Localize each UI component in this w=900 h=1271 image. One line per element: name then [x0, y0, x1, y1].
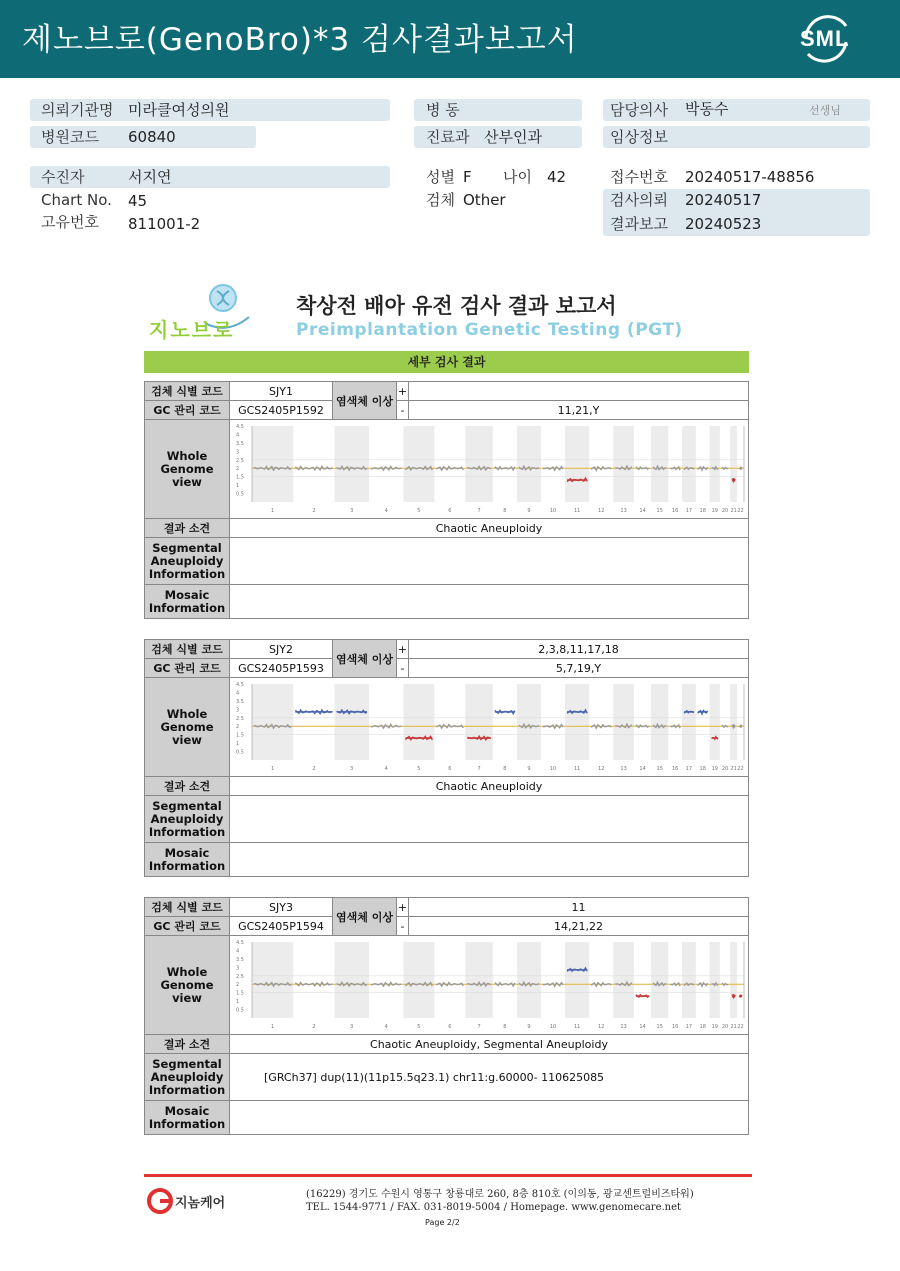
- y-tick-label: 4: [236, 690, 240, 697]
- copy-number-trace-chr22: [739, 725, 742, 728]
- footer-address-block: [306, 1188, 694, 1214]
- chromosome-tick-label: 14: [639, 766, 646, 772]
- whole-genome-cell: [230, 936, 749, 1035]
- copy-number-trace-chr4: [371, 982, 401, 986]
- y-tick-label: 3: [236, 707, 240, 714]
- chromosome-tick-label: 13: [620, 508, 627, 514]
- chromosome-tick-label: 16: [672, 508, 679, 514]
- y-tick-label: 4: [236, 432, 240, 439]
- gain-value: 11: [409, 898, 749, 917]
- gain-value: [409, 382, 749, 401]
- segmental-label: [145, 1054, 230, 1101]
- loss-value: 11,21,Y: [409, 401, 749, 420]
- institution-value: 미라클여성의원: [128, 101, 230, 119]
- findings-label: 결과 소견: [145, 777, 230, 796]
- footer-contact: TEL. 1544-9771 / FAX. 031-8019-5004 / Homepage. www.genomecare.net: [306, 1202, 682, 1213]
- segmental-label-line1: Segmental: [152, 798, 222, 813]
- reported-value: 20240523: [685, 215, 762, 233]
- mosaic-label-line2: Information: [148, 858, 226, 873]
- chromosome-tick-label: 1: [271, 766, 275, 772]
- sample-code-value: SJY3: [230, 898, 333, 917]
- chromosome-tick-label: 19: [711, 766, 718, 772]
- findings-label: 결과 소견: [145, 519, 230, 538]
- reported-label: 결과보고: [610, 215, 668, 233]
- sml-logo-text: SML: [800, 26, 850, 51]
- whole-genome-label-line3: view: [172, 474, 202, 489]
- chromosome-tick-label: 11: [573, 508, 581, 514]
- whole-genome-cell: [230, 678, 749, 777]
- gc-code-value: GCS2405P1593: [230, 659, 333, 678]
- whole-genome-plot-3: [232, 938, 748, 1032]
- chromosome-tick-label: 4: [384, 508, 388, 514]
- whole-genome-label-line2: Genome: [160, 461, 214, 476]
- y-tick-label: 2: [236, 724, 240, 731]
- copy-number-trace-chr2: [295, 466, 332, 470]
- y-tick-label: 1.5: [236, 474, 244, 481]
- chromosome-band: [565, 942, 589, 1018]
- gain-sign: +: [397, 382, 409, 401]
- chromosome-band: [252, 942, 293, 1018]
- copy-number-trace-chr14: [636, 725, 649, 728]
- chromosome-tick-label: 1: [271, 508, 275, 514]
- genomecare-logo-icon: [147, 1188, 173, 1214]
- whole-genome-label: [145, 420, 230, 519]
- chromosome-band: [730, 684, 737, 760]
- copy-number-trace-chr14: [636, 467, 649, 470]
- chromosome-tick-label: 7: [477, 1024, 481, 1030]
- loss-sign: -: [397, 659, 409, 678]
- chromosome-tick-label: 22: [737, 1024, 744, 1030]
- chromosome-tick-label: 6: [448, 508, 452, 514]
- segmental-label-line2: Aneuploidy: [150, 1069, 224, 1084]
- y-tick-label: 3: [236, 965, 240, 972]
- y-tick-label: 2.5: [236, 457, 244, 464]
- whole-genome-plot-1: [232, 422, 748, 516]
- mosaic-value: [230, 843, 749, 877]
- dept-label: 진료과: [426, 128, 470, 146]
- chromosome-tick-label: 19: [711, 508, 718, 514]
- mosaic-label-line1: Mosaic: [164, 1103, 210, 1118]
- chromosome-band: [651, 426, 668, 502]
- chromosome-tick-label: 10: [549, 1024, 557, 1030]
- chromosome-tick-label: 18: [699, 766, 706, 772]
- chromosome-tick-label: 4: [384, 766, 388, 772]
- sample-code-label: 검체 식별 코드: [145, 640, 230, 659]
- genobro-logo-text: 지노브로: [149, 318, 235, 342]
- y-tick-label: 0.5: [236, 1007, 244, 1014]
- copy-number-trace-chr18: [698, 983, 708, 986]
- whole-genome-label: [145, 678, 230, 777]
- chromosome-band: [565, 684, 589, 760]
- chromosome-tick-label: 5: [417, 1024, 421, 1030]
- chrom-abnormal-label: 염색체 이상: [333, 382, 397, 420]
- section-band: 세부 검사 결과: [144, 351, 749, 373]
- chromosome-tick-label: 21: [730, 1024, 737, 1030]
- segmental-label-line1: Segmental: [152, 540, 222, 555]
- y-tick-label: 0.5: [236, 749, 244, 756]
- chromosome-tick-label: 16: [672, 1024, 679, 1030]
- chromosome-band: [730, 426, 737, 502]
- mosaic-value: [230, 1101, 749, 1135]
- loss-sign: -: [397, 917, 409, 936]
- clinical-label: 임상정보: [610, 128, 668, 146]
- chromosome-tick-label: 2: [312, 508, 316, 514]
- sample-table-2: [144, 639, 749, 877]
- whole-genome-label-line1: Whole: [166, 448, 208, 463]
- y-tick-label: 1.5: [236, 732, 244, 739]
- chromosome-tick-label: 3: [350, 508, 354, 514]
- chromosome-band: [517, 684, 541, 760]
- segmental-label: [145, 796, 230, 843]
- gc-code-label: GC 관리 코드: [145, 401, 230, 420]
- chromosome-band: [682, 426, 696, 502]
- pgt-title: 착상전 배아 유전 검사 결과 보고서: [296, 294, 617, 318]
- chromosome-tick-label: 16: [672, 766, 679, 772]
- receipt-label: 접수번호: [610, 168, 668, 186]
- sample-code-value: SJY1: [230, 382, 333, 401]
- y-tick-label: 1: [236, 999, 240, 1006]
- mosaic-label: [145, 585, 230, 619]
- chromosome-tick-label: 13: [620, 1024, 627, 1030]
- copy-number-trace-chr20: [722, 467, 728, 469]
- genomecare-logo: [147, 1188, 247, 1216]
- y-tick-label: 1.5: [236, 990, 244, 997]
- chromosome-tick-label: 9: [527, 766, 531, 772]
- chromosome-tick-label: 11: [573, 766, 581, 772]
- doctor-label: 담당의사: [610, 101, 668, 119]
- pgt-subtitle: Preimplantation Genetic Testing (PGT): [296, 320, 683, 340]
- chromosome-tick-label: 5: [417, 766, 421, 772]
- chromosome-band: [613, 942, 634, 1018]
- requested-value: 20240517: [685, 191, 762, 209]
- segmental-label-line2: Aneuploidy: [150, 811, 224, 826]
- chart-label: Chart No.: [41, 191, 112, 209]
- y-tick-label: 0.5: [236, 491, 244, 498]
- gain-value: 2,3,8,11,17,18: [409, 640, 749, 659]
- chromosome-tick-label: 2: [312, 766, 316, 772]
- y-tick-label: 3: [236, 449, 240, 456]
- chromosome-tick-label: 18: [699, 508, 706, 514]
- mosaic-value: [230, 585, 749, 619]
- segmental-label-line3: Information: [148, 824, 226, 839]
- copy-number-trace-chr22: [739, 467, 742, 470]
- chromosome-tick-label: 9: [527, 1024, 531, 1030]
- page-number: Page 2/2: [425, 1218, 460, 1227]
- mosaic-label-line2: Information: [148, 1116, 226, 1131]
- chromosome-band: [465, 942, 493, 1018]
- chromosome-tick-label: 17: [685, 508, 693, 514]
- y-tick-label: 2: [236, 982, 240, 989]
- loss-value: 5,7,19,Y: [409, 659, 749, 678]
- copy-number-trace-chr18: [698, 467, 708, 470]
- footer-address: (16229) 경기도 수원시 영통구 창룡대로 260, 8층 810호 (이의동, 광교센트럴비즈타워): [306, 1189, 694, 1200]
- gain-sign: +: [397, 640, 409, 659]
- receipt-value: 20240517-48856: [685, 168, 815, 186]
- mosaic-label-line1: Mosaic: [164, 587, 210, 602]
- gc-code-value: GCS2405P1594: [230, 917, 333, 936]
- specimen-label: 검체: [426, 191, 455, 209]
- chromosome-tick-label: 20: [721, 508, 729, 514]
- copy-number-trace-chr10: [543, 725, 563, 729]
- chromosome-tick-label: 11: [573, 1024, 581, 1030]
- age-value: 42: [547, 168, 567, 186]
- chromosome-tick-label: 14: [639, 508, 646, 514]
- genomecare-logo-text: 지놈케어: [175, 1196, 226, 1211]
- institution-label: 의뢰기관명: [41, 101, 114, 119]
- copy-number-trace-chr10: [543, 983, 563, 987]
- chromosome-tick-label: 8: [503, 508, 507, 514]
- report-title: 제노브로(GenoBro)*3 검사결과보고서: [22, 22, 578, 58]
- whole-genome-label-line2: Genome: [160, 977, 214, 992]
- requested-label: 검사의뢰: [610, 191, 668, 209]
- id-label: 고유번호: [41, 213, 99, 231]
- dept-value: 산부인과: [484, 128, 542, 146]
- copy-number-trace-chr4: [371, 466, 401, 470]
- chromosome-band: [465, 684, 493, 760]
- chromosome-tick-label: 2: [312, 1024, 316, 1030]
- segmental-value: [GRCh37] dup(11)(11p15.5q23.1) chr11:g.60000- 110625085: [230, 1054, 749, 1101]
- chromosome-tick-label: 15: [656, 766, 663, 772]
- chromosome-tick-label: 6: [448, 1024, 452, 1030]
- sample-code-label: 검체 식별 코드: [145, 382, 230, 401]
- hospital-code-label: 병원코드: [41, 128, 99, 146]
- copy-number-trace-chr10: [543, 467, 563, 471]
- copy-number-trace-chr20: [722, 983, 728, 985]
- sample-table-3: [144, 897, 749, 1135]
- gc-code-label: GC 관리 코드: [145, 917, 230, 936]
- y-tick-label: 1: [236, 741, 240, 748]
- chart-value: 45: [128, 192, 148, 210]
- report-header: [0, 0, 900, 78]
- y-tick-label: 4.5: [236, 940, 244, 946]
- chromosome-tick-label: 12: [598, 766, 605, 772]
- y-tick-label: 3.5: [236, 698, 244, 705]
- chromosome-tick-label: 5: [417, 508, 421, 514]
- mosaic-label: [145, 1101, 230, 1135]
- chromosome-band: [613, 684, 634, 760]
- loss-value: 14,21,22: [409, 917, 749, 936]
- y-tick-label: 4.5: [236, 424, 244, 430]
- sample-table-1: [144, 381, 749, 619]
- hospital-code-value: 60840: [128, 128, 176, 146]
- whole-genome-label-line1: Whole: [166, 964, 208, 979]
- y-tick-label: 2.5: [236, 715, 244, 722]
- chromosome-band: [682, 684, 696, 760]
- chromosome-band: [565, 426, 589, 502]
- loss-sign: -: [397, 401, 409, 420]
- chromosome-band: [730, 942, 737, 1018]
- chromosome-band: [517, 426, 541, 502]
- chromosome-band: [335, 426, 369, 502]
- y-tick-label: 2.5: [236, 973, 244, 980]
- findings-value: Chaotic Aneuploidy: [230, 519, 749, 538]
- chromosome-band: [465, 426, 493, 502]
- chromosome-tick-label: 3: [350, 766, 354, 772]
- chromosome-band: [517, 942, 541, 1018]
- mosaic-label: [145, 843, 230, 877]
- chromosome-band: [403, 426, 434, 502]
- segmental-value: [230, 538, 749, 585]
- whole-genome-label-line1: Whole: [166, 706, 208, 721]
- chromosome-tick-label: 12: [598, 508, 605, 514]
- sex-label: 성별: [426, 168, 455, 186]
- chromosome-tick-label: 15: [656, 1024, 663, 1030]
- chromosome-tick-label: 6: [448, 766, 452, 772]
- chromosome-band: [710, 426, 720, 502]
- segmental-label-line3: Information: [148, 1082, 226, 1097]
- copy-number-trace-chr4: [371, 724, 401, 728]
- chromosome-tick-label: 7: [477, 508, 481, 514]
- copy-number-trace-chr20: [722, 725, 728, 727]
- chromosome-tick-label: 18: [699, 1024, 706, 1030]
- chromosome-tick-label: 13: [620, 766, 627, 772]
- gc-code-value: GCS2405P1592: [230, 401, 333, 420]
- chromosome-tick-label: 20: [721, 766, 729, 772]
- chromosome-tick-label: 15: [656, 508, 663, 514]
- y-tick-label: 4.5: [236, 682, 244, 688]
- findings-label: 결과 소견: [145, 1035, 230, 1054]
- doctor-suffix: 선생님: [809, 104, 841, 117]
- sample-code-label: 검체 식별 코드: [145, 898, 230, 917]
- chromosome-tick-label: 20: [721, 1024, 729, 1030]
- chromosome-band: [335, 942, 369, 1018]
- chromosome-band: [651, 942, 668, 1018]
- chromosome-tick-label: 21: [730, 508, 737, 514]
- id-value: 811001-2: [128, 215, 201, 233]
- segmental-label: [145, 538, 230, 585]
- findings-value: Chaotic Aneuploidy: [230, 777, 749, 796]
- gain-sign: +: [397, 898, 409, 917]
- chromosome-band: [682, 942, 696, 1018]
- sample-code-value: SJY2: [230, 640, 333, 659]
- whole-genome-label-line3: view: [172, 732, 202, 747]
- chromosome-band: [710, 684, 720, 760]
- copy-number-trace-chr2: [295, 982, 332, 986]
- chromosome-tick-label: 17: [685, 766, 693, 772]
- chromosome-band: [403, 942, 434, 1018]
- doctor-value: 박동수: [685, 100, 729, 118]
- y-tick-label: 1: [236, 483, 240, 490]
- y-tick-label: 3.5: [236, 956, 244, 963]
- chromosome-tick-label: 12: [598, 1024, 605, 1030]
- chromosome-band: [651, 684, 668, 760]
- footer-divider: [144, 1174, 752, 1177]
- y-tick-label: 3.5: [236, 440, 244, 447]
- whole-genome-cell: [230, 420, 749, 519]
- chromosome-tick-label: 19: [711, 1024, 718, 1030]
- chromosome-tick-label: 17: [685, 1024, 693, 1030]
- gc-code-label: GC 관리 코드: [145, 659, 230, 678]
- chromosome-tick-label: 7: [477, 766, 481, 772]
- whole-genome-label-line2: Genome: [160, 719, 214, 734]
- chromosome-band: [252, 426, 293, 502]
- copy-number-trace-chr6: [436, 725, 463, 729]
- segmental-value: [230, 796, 749, 843]
- chromosome-tick-label: 3: [350, 1024, 354, 1030]
- chrom-abnormal-label: 염색체 이상: [333, 898, 397, 936]
- name-label: 수진자: [41, 168, 85, 186]
- y-tick-label: 4: [236, 948, 240, 955]
- whole-genome-plot-2: [232, 680, 748, 774]
- chromosome-tick-label: 10: [549, 766, 557, 772]
- chromosome-tick-label: 10: [549, 508, 557, 514]
- chromosome-tick-label: 22: [737, 766, 744, 772]
- chromosome-tick-label: 4: [384, 1024, 388, 1030]
- segmental-label-line3: Information: [148, 566, 226, 581]
- age-label: 나이: [503, 168, 532, 186]
- chromosome-band: [335, 684, 369, 760]
- genobro-logo: [147, 283, 257, 341]
- chrom-abnormal-label: 염색체 이상: [333, 640, 397, 678]
- whole-genome-label-line3: view: [172, 990, 202, 1005]
- chromosome-band: [710, 942, 720, 1018]
- ward-label: 병 동: [426, 101, 460, 119]
- whole-genome-label: [145, 936, 230, 1035]
- chromosome-tick-label: 9: [527, 508, 531, 514]
- findings-value: Chaotic Aneuploidy, Segmental Aneuploidy: [230, 1035, 749, 1054]
- chromosome-tick-label: 1: [271, 1024, 275, 1030]
- chromosome-tick-label: 14: [639, 1024, 646, 1030]
- chromosome-band: [252, 684, 293, 760]
- copy-number-trace-chr6: [436, 983, 463, 987]
- chromosome-band: [613, 426, 634, 502]
- name-value: 서지연: [128, 168, 172, 186]
- mosaic-label-line2: Information: [148, 600, 226, 615]
- sex-value: F: [463, 168, 472, 186]
- chromosome-tick-label: 8: [503, 766, 507, 772]
- y-tick-label: 2: [236, 466, 240, 473]
- segmental-label-line1: Segmental: [152, 1056, 222, 1071]
- mosaic-label-line1: Mosaic: [164, 845, 210, 860]
- chromosome-band: [403, 684, 434, 760]
- chromosome-tick-label: 22: [737, 508, 744, 514]
- specimen-value: Other: [463, 191, 506, 209]
- copy-number-trace-chr6: [436, 467, 463, 471]
- segmental-label-line2: Aneuploidy: [150, 553, 224, 568]
- chromosome-tick-label: 21: [730, 766, 737, 772]
- chromosome-tick-label: 8: [503, 1024, 507, 1030]
